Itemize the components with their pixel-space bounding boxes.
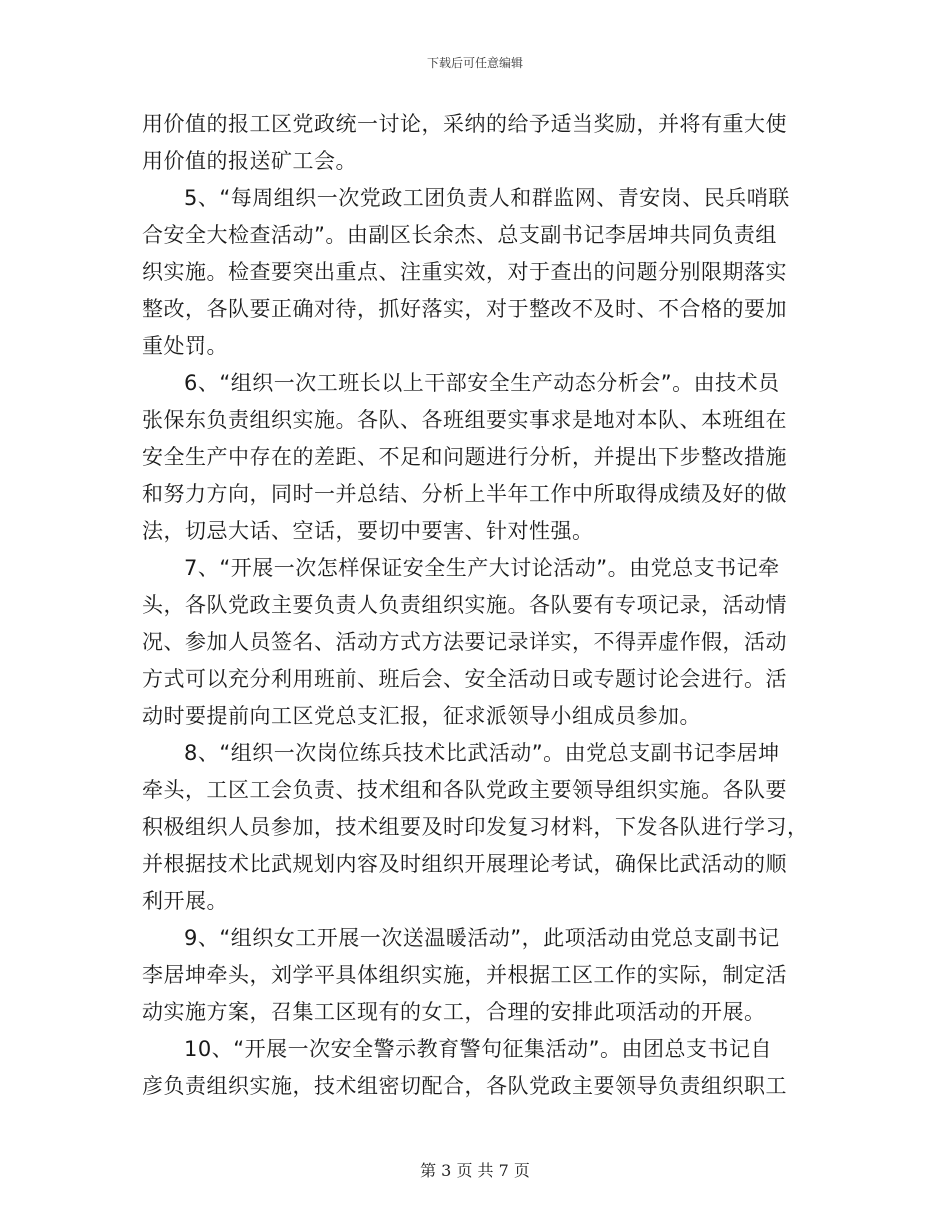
text-line: 5、“每周组织一次党政工团负责人和群监网、青安岗、民兵哨联 xyxy=(184,186,790,210)
text-line: 6、“组织一次工班长以上干部安全生产动态分析会”。由技术员 xyxy=(184,371,780,395)
text-line: 和努力方向，同时一并总结、分析上半年工作中所取得成绩及好的做 xyxy=(142,482,787,506)
document-body xyxy=(142,106,810,1105)
text-line: 动时要提前向工区党总支汇报，征求派领导小组成员参加。 xyxy=(142,704,701,728)
text-line: 合安全大检查活动”。由副区长余杰、总支副书记李居坤共同负责组 xyxy=(142,223,777,247)
page-header-note: 下载后可任意编辑 xyxy=(426,56,523,70)
text-line: 10、“开展一次安全警示教育警句征集活动”。由团总支书记自 xyxy=(184,1037,772,1061)
text-line: 并根据技术比武规划内容及时组织开展理论考试，确保比武活动的顺 xyxy=(142,852,787,876)
text-line: 织实施。检查要突出重点、注重实效，对于查出的问题分别限期落实 xyxy=(142,260,787,284)
text-line: 头，各队党政主要负责人负责组织实施。各队要有专项记录，活动情 xyxy=(142,593,787,617)
text-line: 李居坤牵头，刘学平具体组织实施，并根据工区工作的实际，制定活 xyxy=(142,963,787,987)
text-line: 8、“组织一次岗位练兵技术比武活动”。由党总支副书记李居坤 xyxy=(184,741,780,765)
text-line: 利开展。 xyxy=(142,889,228,913)
text-line: 整改，各队要正确对待，抓好落实，对于整改不及时、不合格的要加 xyxy=(142,297,787,321)
text-line: 用价值的报工区党政统一讨论，采纳的给予适当奖励，并将有重大使 xyxy=(142,112,787,136)
text-line: 用价值的报送矿工会。 xyxy=(142,149,357,173)
text-line: 动实施方案，召集工区现有的女工，合理的安排此项活动的开展。 xyxy=(142,1000,766,1024)
text-line: 彦负责组织实施，技术组密切配合，各队党政主要领导负责组织职工 xyxy=(142,1074,787,1098)
text-line: 安全生产中存在的差距、不足和问题进行分析，并提出下步整改措施 xyxy=(142,445,787,469)
text-line: 7、“开展一次怎样保证安全生产大讨论活动”。由党总支书记牵 xyxy=(184,556,780,580)
text-line: 法，切忌大话、空话，要切中要害、针对性强。 xyxy=(142,519,594,543)
text-line: 张保东负责组织实施。各队、各班组要实事求是地对本队、本班组在 xyxy=(142,408,787,432)
text-line: 积极组织人员参加，技术组要及时印发复习材料，下发各队进行学习， xyxy=(142,815,809,839)
page-number: 第 3 页 共 7 页 xyxy=(420,1161,530,1180)
text-line: 重处罚。 xyxy=(142,334,228,358)
text-line: 牵头，工区工会负责、技术组和各队党政主要领导组织实施。各队要 xyxy=(142,778,787,802)
text-line: 9、“组织女工开展一次送温暖活动”，此项活动由党总支副书记 xyxy=(184,926,780,950)
text-line: 况、参加人员签名、活动方式方法要记录详实，不得弄虚作假，活动 xyxy=(142,630,787,654)
text-line: 方式可以充分利用班前、班后会、安全活动日或专题讨论会进行。活 xyxy=(142,667,787,691)
